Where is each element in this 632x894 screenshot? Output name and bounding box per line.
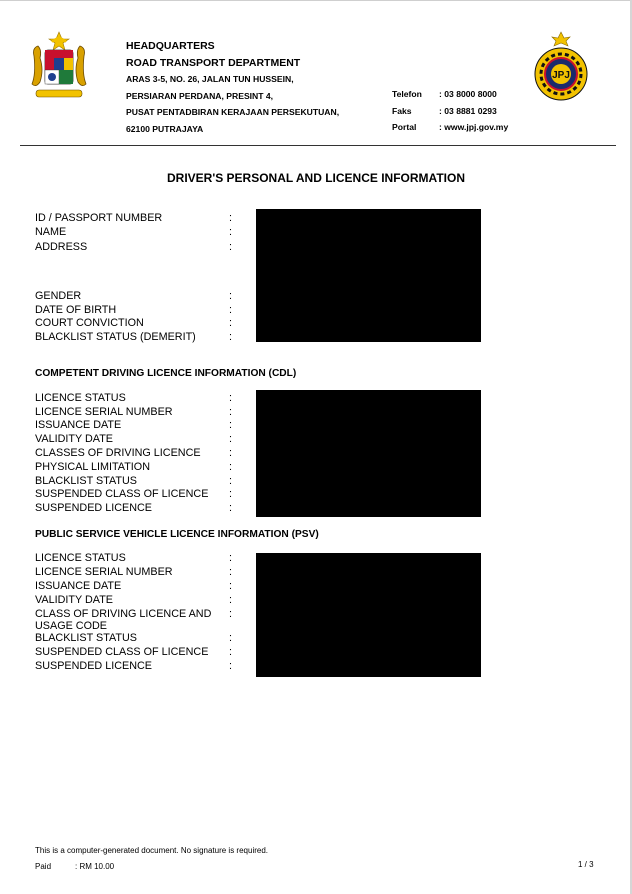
field-row bbox=[35, 566, 235, 578]
field-label: BLACKLIST STATUS (DEMERIT) bbox=[35, 331, 196, 343]
field-label: ID / PASSPORT NUMBER bbox=[35, 212, 163, 224]
field-label: CLASSES OF DRIVING LICENCE bbox=[35, 447, 201, 459]
field-colon: : bbox=[229, 392, 232, 404]
field-row bbox=[35, 552, 235, 564]
field-label: COURT CONVICTION bbox=[35, 317, 144, 329]
field-row bbox=[35, 594, 235, 606]
field-colon: : bbox=[229, 290, 232, 302]
field-label: LICENCE STATUS bbox=[35, 392, 126, 404]
field-label: NAME bbox=[35, 226, 67, 238]
field-row bbox=[35, 331, 235, 343]
field-label: GENDER bbox=[35, 290, 82, 302]
page-top-border bbox=[0, 0, 632, 1]
field-row bbox=[35, 461, 235, 473]
psv-section-title: PUBLIC SERVICE VEHICLE LICENCE INFORMATION (PSV) bbox=[35, 529, 319, 540]
header-divider bbox=[20, 145, 616, 146]
field-colon: : bbox=[229, 406, 232, 418]
field-colon: : bbox=[229, 632, 232, 644]
field-row-continuation bbox=[35, 620, 235, 632]
field-row bbox=[35, 447, 235, 459]
field-label: BLACKLIST STATUS bbox=[35, 632, 138, 644]
address-line: ARAS 3-5, NO. 26, JALAN TUN HUSSEIN, bbox=[126, 74, 294, 84]
paid-value: : RM 10.00 bbox=[75, 862, 115, 871]
redacted-psv-values bbox=[256, 553, 481, 677]
contact-value: : 03 8000 8000 bbox=[439, 89, 497, 99]
field-label: PHYSICAL LIMITATION bbox=[35, 461, 150, 473]
org-name-line: ROAD TRANSPORT DEPARTMENT bbox=[126, 56, 301, 69]
payment-row bbox=[35, 862, 114, 871]
field-row bbox=[35, 608, 235, 620]
field-label: ISSUANCE DATE bbox=[35, 580, 122, 592]
field-colon: : bbox=[229, 552, 232, 564]
field-colon: : bbox=[229, 419, 232, 431]
field-colon: : bbox=[229, 566, 232, 578]
field-row bbox=[35, 317, 235, 329]
address-line: PUSAT PENTADBIRAN KERAJAAN PERSEKUTUAN, bbox=[126, 107, 340, 117]
field-colon: : bbox=[229, 212, 232, 224]
contact-value: : www.jpj.gov.my bbox=[439, 122, 509, 132]
org-name-line: HEADQUARTERS bbox=[126, 40, 215, 52]
footer-note: This is a computer-generated document. No signature is required. bbox=[35, 846, 269, 855]
field-colon: : bbox=[229, 304, 232, 316]
field-label: LICENCE STATUS bbox=[35, 552, 126, 564]
field-row bbox=[35, 290, 235, 302]
field-colon: : bbox=[229, 447, 232, 459]
field-colon: : bbox=[229, 502, 232, 514]
contact-label: Faks bbox=[392, 105, 412, 116]
field-row bbox=[35, 392, 235, 404]
field-label: SUSPENDED LICENCE bbox=[35, 502, 152, 514]
field-label: SUSPENDED CLASS OF LICENCE bbox=[35, 488, 209, 500]
redacted-personal-values bbox=[256, 209, 481, 342]
field-label: ISSUANCE DATE bbox=[35, 419, 122, 431]
field-label: LICENCE SERIAL NUMBER bbox=[35, 566, 173, 578]
field-colon: : bbox=[229, 594, 232, 606]
field-label: ADDRESS bbox=[35, 241, 88, 253]
jpj-logo-icon bbox=[533, 30, 589, 104]
contact-block bbox=[392, 86, 508, 136]
document-title: DRIVER'S PERSONAL AND LICENCE INFORMATION bbox=[167, 171, 465, 185]
field-row bbox=[35, 646, 235, 658]
field-row bbox=[35, 475, 235, 487]
field-colon: : bbox=[229, 461, 232, 473]
field-row bbox=[35, 632, 235, 644]
field-row bbox=[35, 241, 235, 253]
field-row bbox=[35, 406, 235, 418]
field-colon: : bbox=[229, 241, 232, 253]
field-row bbox=[35, 226, 235, 238]
field-label: DATE OF BIRTH bbox=[35, 304, 117, 316]
field-row bbox=[35, 580, 235, 592]
cdl-section-title: COMPETENT DRIVING LICENCE INFORMATION (CDL) bbox=[35, 368, 297, 379]
field-colon: : bbox=[229, 580, 232, 592]
field-row bbox=[35, 304, 235, 316]
organisation-block bbox=[126, 38, 339, 137]
field-label: CLASS OF DRIVING LICENCE AND bbox=[35, 608, 212, 620]
field-row bbox=[35, 488, 235, 500]
field-label: SUSPENDED LICENCE bbox=[35, 660, 152, 672]
contact-telefon bbox=[392, 86, 508, 103]
field-row bbox=[35, 433, 235, 445]
field-label: USAGE CODE bbox=[35, 620, 107, 632]
contact-label: Telefon bbox=[392, 89, 422, 99]
field-colon: : bbox=[229, 226, 232, 238]
field-label: VALIDITY DATE bbox=[35, 433, 113, 445]
field-row bbox=[35, 502, 235, 514]
address-line: 62100 PUTRAJAYA bbox=[126, 123, 204, 134]
jpj-logo-text: JPJ bbox=[552, 70, 570, 81]
field-colon: : bbox=[229, 475, 232, 487]
redacted-cdl-values bbox=[256, 390, 481, 517]
coat-of-arms-icon bbox=[28, 30, 90, 102]
page-number: 1 / 3 bbox=[578, 860, 594, 869]
address-line: PERSIARAN PERDANA, PRESINT 4, bbox=[126, 90, 274, 101]
contact-faks bbox=[392, 103, 508, 120]
field-colon: : bbox=[229, 317, 232, 329]
field-colon: : bbox=[229, 660, 232, 672]
field-colon: : bbox=[229, 433, 232, 445]
field-row bbox=[35, 660, 235, 672]
field-label: LICENCE SERIAL NUMBER bbox=[35, 406, 173, 418]
paid-label: Paid bbox=[35, 862, 52, 871]
contact-value: : 03 8881 0293 bbox=[439, 105, 497, 116]
contact-portal bbox=[392, 119, 508, 136]
field-row bbox=[35, 419, 235, 431]
contact-label: Portal bbox=[392, 122, 417, 132]
field-label: VALIDITY DATE bbox=[35, 594, 113, 606]
field-row bbox=[35, 212, 235, 224]
field-label: SUSPENDED CLASS OF LICENCE bbox=[35, 646, 209, 658]
field-colon: : bbox=[229, 488, 232, 500]
field-label: BLACKLIST STATUS bbox=[35, 475, 138, 487]
field-colon: : bbox=[229, 331, 232, 343]
field-colon: : bbox=[229, 608, 232, 620]
field-colon: : bbox=[229, 646, 232, 658]
